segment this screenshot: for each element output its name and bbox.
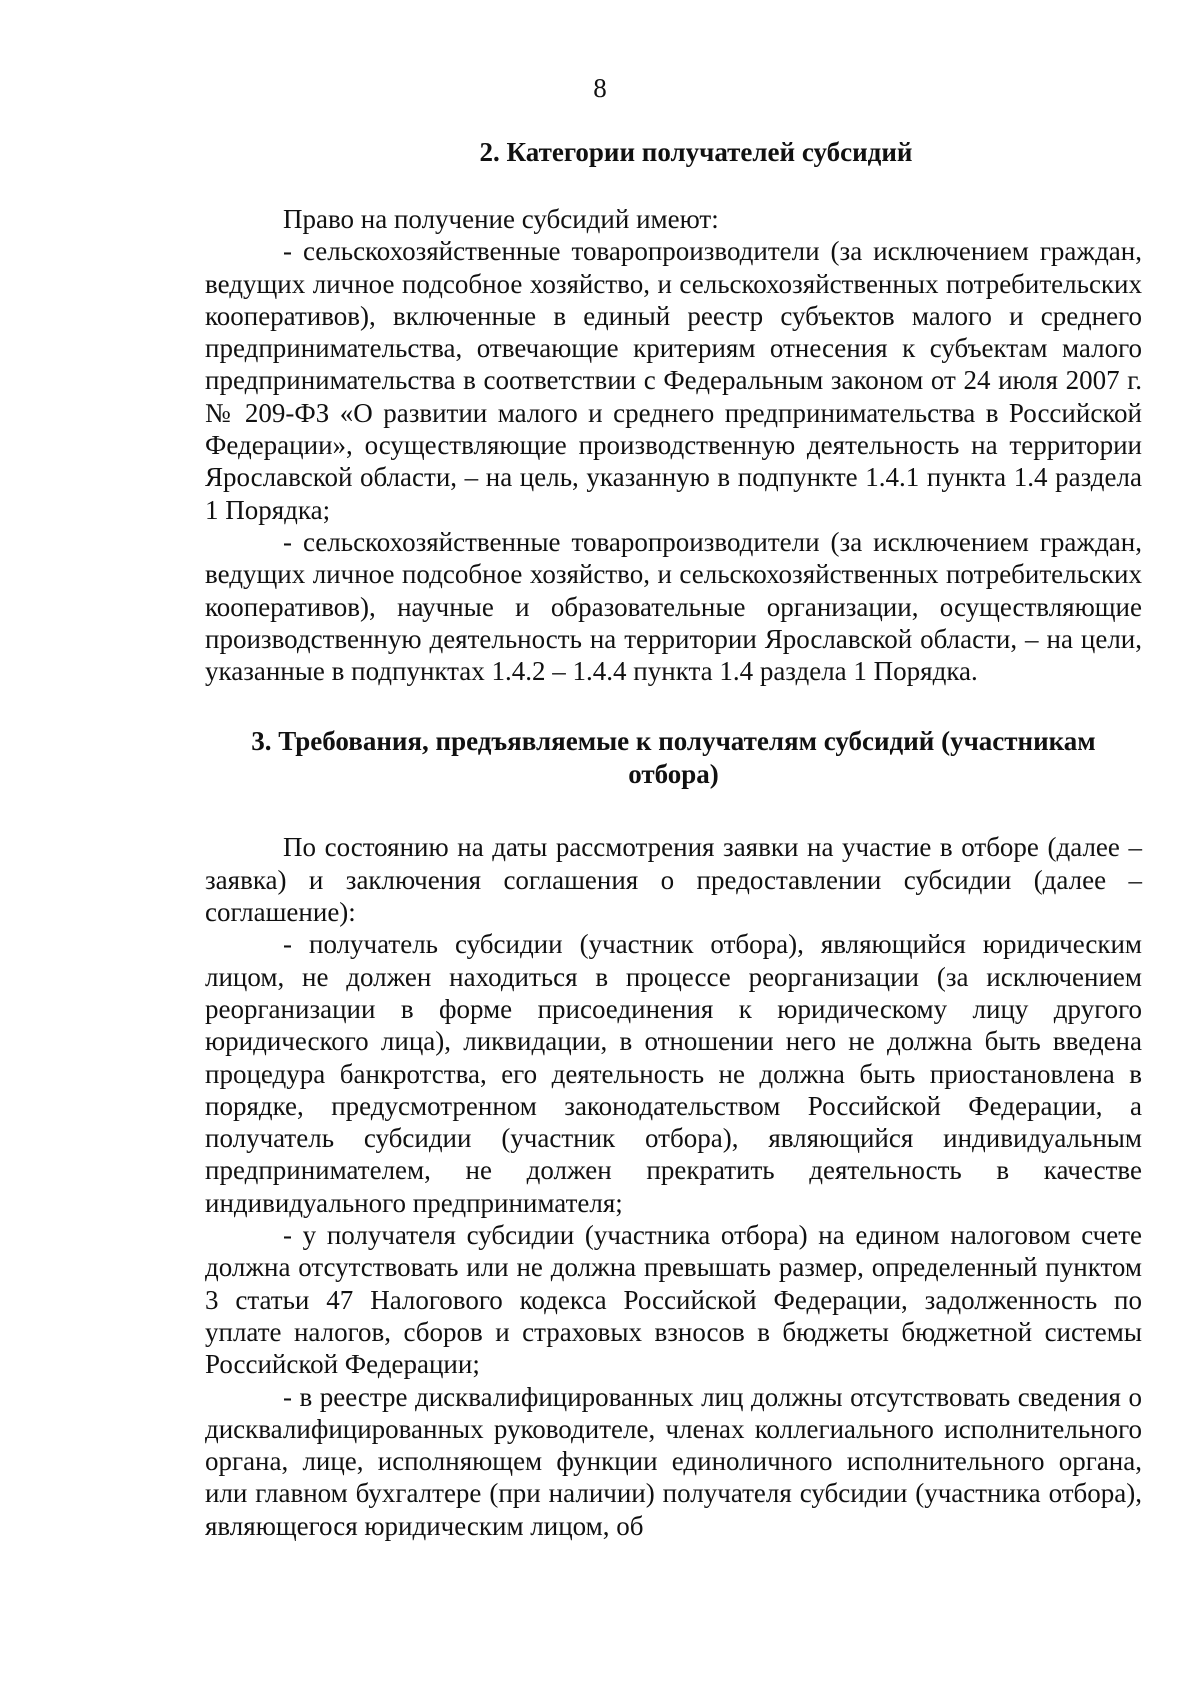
section-2-item-1: - сельскохозяйственные товаропроизводители (за исключением граждан, ведущих личное подсобное хозяйство, и сельскохозяйственных потребительских кооперативов), включенные в единый реестр субъектов малого и среднего предпринимательства, отвечающие критериям отнесения к субъектам малого предпринимательства в соответствии с Федеральным законом от 24 июля 2007 г. № 209-ФЗ «О развитии малого и среднего предпринимательства в Российской Федерации», осуществляющие производственную деятельность на территории Ярославской области, – на цель, указанную в подпункте 1.4.1 пункта 1.4 раздела 1 Порядка; <box>205 236 1142 525</box>
section-2-heading: 2. Категории получателей субсидий <box>479 137 913 167</box>
document-body <box>205 136 1142 1542</box>
section-2-intro: Право на получение субсидий имеют: <box>283 204 719 234</box>
section-2-item-2: - сельскохозяйственные товаропроизводители (за исключением граждан, ведущих личное подсобное хозяйство, и сельскохозяйственных потребительских кооперативов), научные и образовательные организации, осуществляющие производственную деятельность на территории Ярославской области, – на цели, указанные в подпунктах 1.4.2 – 1.4.4 пункта 1.4 раздела 1 Порядка. <box>205 526 1142 687</box>
section-3-item-1: - получатель субсидии (участник отбора), являющийся юридическим лицом, не должен находиться в процессе реорганизации (за исключением реорганизации в форме присоединения к юридическому лицу другого юридического лица), ликвидации, в отношении него не должна быть введена процедура банкротства, его деятельность не должна быть приостановлена в порядке, предусмотренном законодательством Российской Федерации, а получатель субсидии (участник отбора), являющийся индивидуальным предпринимателем, не должен прекратить деятельность в качестве индивидуального предпринимателя; <box>205 929 1142 1218</box>
section-3-item-3: - в реестре дисквалифицированных лиц должны отсутствовать сведения о дисквалифицированных руководителе, членах коллегиального исполнительного органа, лице, исполняющем функции единоличного исполнительного органа, или главном бухгалтере (при наличии) получателя субсидии (участника отбора), являющегося юридическим лицом, об <box>205 1381 1142 1541</box>
section-3-heading: 3. Требования, предъявляемые к получателям субсидий (участникам отбора) <box>251 726 1096 790</box>
page-number: 8 <box>593 73 607 103</box>
section-3-item-2: - у получателя субсидии (участника отбора) на едином налоговом счете должна отсутствовать или не должна превышать размер, определенный пунктом 3 статьи 47 Налогового кодекса Российской Федерации, задолженность по уплате налогов, сборов и страховых взносов в бюджеты бюджетной системы Российской Федерации; <box>205 1220 1142 1380</box>
section-3-intro: По состоянию на даты рассмотрения заявки на участие в отборе (далее – заявка) и заключения соглашения о предоставлении субсидии (далее – соглашение): <box>205 832 1142 928</box>
